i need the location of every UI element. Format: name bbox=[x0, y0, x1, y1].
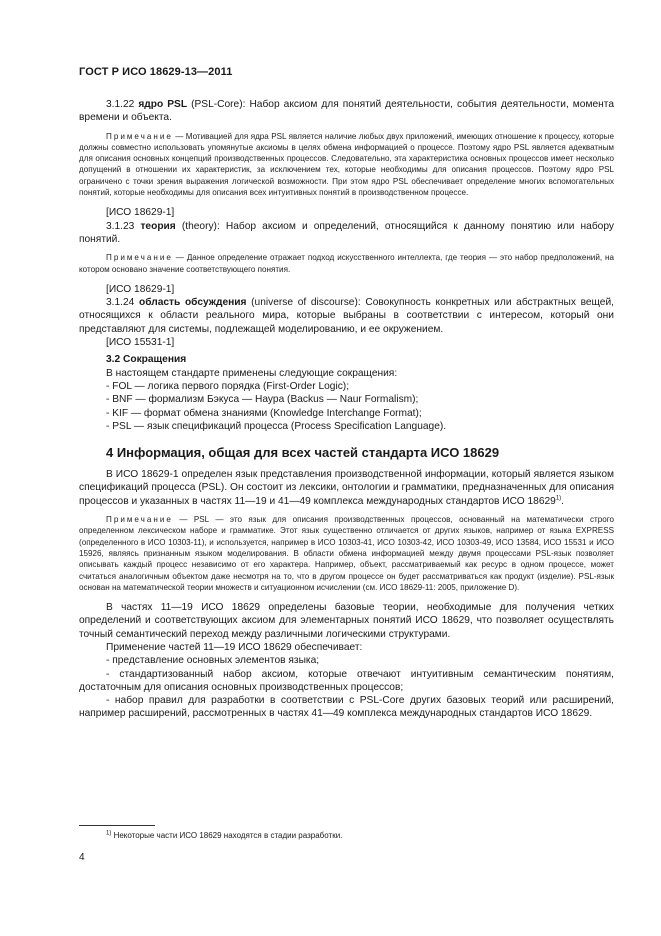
footnote-ref: 1) bbox=[555, 495, 562, 502]
reference: [ИСО 18629-1] bbox=[106, 207, 175, 219]
definition-3-1-22: 3.1.22 ядро PSL (PSL-Core): Набор аксиом для понятий деятельности, события деятельности, момента времени и объекта. bbox=[79, 99, 614, 124]
section-3-2-title: 3.2 Сокращения bbox=[106, 354, 187, 366]
main-content bbox=[79, 98, 614, 721]
term: область обсуждения bbox=[138, 297, 247, 309]
page-number: 4 bbox=[79, 852, 85, 863]
term: ядро PSL bbox=[138, 99, 188, 110]
list-item: - PSL — язык спецификаций процесса (Process Specification Language). bbox=[106, 420, 447, 432]
note-label: Примечание bbox=[106, 253, 173, 263]
list-item: - BNF — формализм Бэкуса — Наура (Backus — Naur Formalism); bbox=[106, 394, 419, 406]
footnote: $^{1)}$ Некоторые части ИСО 18629 находятся в стадии разработки. bbox=[106, 830, 343, 840]
list-item: - FOL — логика первого порядка (First-Order Logic); bbox=[106, 380, 350, 392]
section-3-2-intro: В настоящем стандарте применены следующие сокращения: bbox=[106, 367, 398, 379]
document-header: ГОСТ Р ИСО 18629-13—2011 bbox=[79, 66, 233, 78]
list-item: - набор правил для разработки в соответствии с PSL-Core других базовых теорий или расширений, например расширений, рассмотренных в частях 41—49 комплекса международных стандартов ИСО 18629. bbox=[79, 695, 614, 720]
paragraph: Применение частей 11—19 ИСО 18629 обеспечивает: bbox=[106, 641, 363, 653]
reference: [ИСО 18629-1] bbox=[106, 283, 175, 295]
definition-3-1-24: 3.1.24 область обсуждения (universe of discourse): Совокупность конкретных или абстрактных вещей, относящихся к области реального мира, которые выбраны в соответствии с интересом, который они представляют для системы, подлежащей моделированию, и ее окружением. bbox=[79, 297, 614, 335]
note-2: Примечание — Данное определение отражает подход искусственного интеллекта, где теория — это набор предположений, на котором основано значение соответствующего понятия. bbox=[79, 253, 614, 274]
footnote-divider bbox=[79, 825, 155, 826]
note-3: Примечание — PSL — это язык для описания производственных процессов, основанный на математически строго определенном лексическом наборе и грамматике. Этот язык существенно отличается от других языков, например от языка EXPRESS (определенного в ИСО 10303-11), и используется, например в ИСО 10303-41, ИСО 10303-42, ИСО 10303-49, ИСО 13584, ИСО 15531 и ИСО 15926, являясь признанным языком моделирования. В области обмена информацией между двумя процессами PSL-язык позволяет описывать каждый процесс независимо от его характера. Например, объект, рассматриваемый как ресурс в одном процессе, может считаться аналогичным объектом даже несмотря на то, что в другом процессе он будет рассматриваться как продукт (изделие). PSL-язык основан на математической теории множеств и ситуационном исчислении (см. ИСО 18629-11: 2005, приложение D). bbox=[79, 515, 614, 592]
list-item: - KIF — формат обмена знаниями (Knowledge Interchange Format); bbox=[106, 407, 422, 419]
paragraph: В ИСО 18629-1 определен язык представления производственной информации, который является языком спецификаций процесса (PSL). Он состоит из лексики, онтологии и грамматики, предназначенных для описания процессов и указанных в частях 11—19 и 41—49 комплекса международных стандартов ИСО 18629$^{1)}$. bbox=[79, 469, 614, 507]
term: теория bbox=[140, 220, 176, 232]
list-item: - представление основных элементов языка; bbox=[106, 655, 320, 667]
list-item: - стандартизованный набор аксиом, которые отвечают интуитивным семантическим понятиям, достаточным для описания основных производственных процессов; bbox=[79, 668, 614, 693]
section-4-title: 4 Информация, общая для всех частей стандарта ИСО 18629 bbox=[106, 445, 500, 461]
note-label: Примечание bbox=[106, 515, 173, 525]
note-1: Примечание — Мотивацией для ядра PSL является наличие любых двух приложений, имеющих отношение к процессу, которые должны совместно использовать упомянутые аксиомы в целях обмена информацией о процессе. Поэтому ядро PSL является адекватным для описания основных концепций производственных процессов. Следовательно, эта характеристика основных процессов имеет несколько допущений в отношении их характеристик, за исключением тех, которые необходимы для описания процессов. Поэтому ядро PSL ограничено с точки зрения выражения логической возможности. При этом ядро PSL обеспечивает определение многих вспомогательных понятий, которые необходимы для описания всех интуитивных понятий в производственном процессе. bbox=[79, 131, 614, 198]
paragraph: В частях 11—19 ИСО 18629 определены базовые теории, необходимые для получения четких определений и соответствующих аксиом для элементарных понятий ИСО 18629, что позволяет осуществлять точный семантический переход между различными логическими структурами. bbox=[79, 602, 614, 640]
definition-3-1-23: 3.1.23 теория (theory): Набор аксиом и определений, относящийся к данному понятию или набору понятий. bbox=[79, 220, 614, 245]
reference: [ИСО 15531-1] bbox=[106, 337, 175, 349]
note-label: Примечание bbox=[106, 131, 173, 141]
